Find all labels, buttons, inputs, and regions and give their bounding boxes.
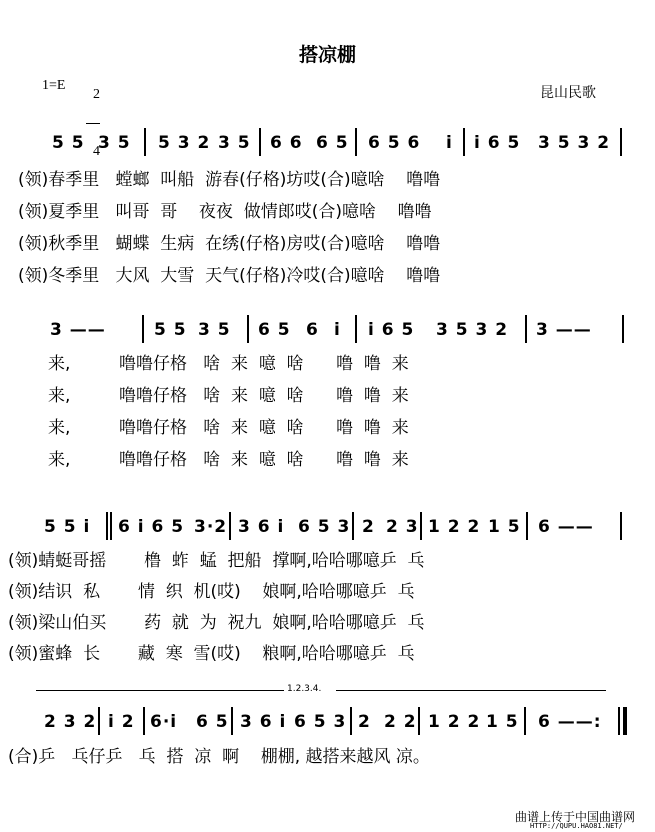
bar-line: [418, 707, 420, 735]
bar-line: [618, 707, 620, 735]
note-group: 6 ——:: [538, 712, 602, 732]
note-group: 5 5: [154, 320, 187, 340]
note-group: 2 3: [386, 517, 419, 537]
note-group: 2 2: [384, 712, 417, 732]
bar-line: [463, 128, 465, 156]
note-group: 3 5: [98, 133, 131, 153]
lyric-line: (领)冬季里 大风 大雪 天气(仔格)冷哎(合)噫啥 噜噜: [18, 266, 441, 286]
bar-line: [142, 315, 144, 343]
page-title: 搭凉棚: [298, 44, 356, 66]
bar-line: [420, 512, 422, 540]
watermark-text: 曲谱上传于中国曲谱网: [515, 810, 636, 824]
bar-line: [98, 707, 100, 735]
bar-line: [526, 512, 528, 540]
note-group: 3 5: [198, 320, 231, 340]
note-group: 6 5: [196, 712, 229, 732]
bar-line: [525, 315, 527, 343]
note-group: 3 5: [218, 133, 251, 153]
lyric-line: (领)秋季里 蝴蝶 生病 在绣(仔格)房哎(合)噫啥 噜噜: [18, 234, 441, 254]
bar-line: [620, 512, 622, 540]
note-group: 6 5 3: [298, 517, 351, 537]
note-group: 5 5 i: [44, 517, 91, 537]
note-group: i 6 5: [368, 320, 415, 340]
volta-bracket: [36, 690, 284, 691]
bar-line: [620, 128, 622, 156]
bar-line: [229, 512, 231, 540]
note-group: 6 i 6 5: [118, 517, 185, 537]
note-group: 6 ——: [538, 517, 594, 537]
bar-line: [247, 315, 249, 343]
lyric-line: (合)乒 乓仔乒 乓 搭 凉 啊 棚棚, 越搭来越风 凉。: [8, 747, 430, 767]
note-group: 2: [358, 712, 371, 732]
note-group: 2 3 2: [44, 712, 97, 732]
bar-line: [143, 707, 145, 735]
note-group: 1 2 2: [428, 517, 481, 537]
note-group: i 2: [108, 712, 135, 732]
note-group: 6 6: [270, 133, 303, 153]
bar-line: [106, 512, 108, 540]
volta-label: 1.2.3.4.: [287, 684, 322, 694]
bar-line: [231, 707, 233, 735]
note-group: 3 5 3 2: [538, 133, 611, 153]
note-group: 1 2 2: [428, 712, 481, 732]
note-group: 6 5 3: [294, 712, 347, 732]
note-group: 3·2: [194, 517, 228, 537]
note-group: i: [334, 320, 341, 340]
lyric-line: (领)梁山伯买 药 就 为 祝九 娘啊,哈哈哪噫乒 乓: [8, 613, 425, 633]
note-group: 6 5: [258, 320, 291, 340]
note-group: 6: [306, 320, 319, 340]
lyric-line: 来, 噜噜仔格 啥 来 噫 啥 噜 噜 来: [48, 354, 409, 374]
note-group: i: [446, 133, 453, 153]
bar-line: [622, 315, 624, 343]
volta-bracket: [336, 690, 606, 691]
note-group: 3 ——: [50, 320, 106, 340]
note-group: 5 3 2: [158, 133, 211, 153]
note-group: 6·i: [150, 712, 178, 732]
lyric-line: 来, 噜噜仔格 啥 来 噫 啥 噜 噜 来: [48, 450, 409, 470]
note-group: 1 5: [488, 517, 521, 537]
note-group: 6 5 6: [368, 133, 421, 153]
note-group: 6 5: [316, 133, 349, 153]
time-signature-top: 2: [93, 87, 100, 102]
bar-line: [110, 512, 112, 540]
bar-line: [355, 315, 357, 343]
lyric-line: (领)蜻蜓哥摇 橹 蚱 蜢 把船 撑啊,哈哈哪噫乒 乓: [8, 551, 425, 571]
bar-line: [355, 128, 357, 156]
note-group: 1 5: [486, 712, 519, 732]
lyric-line: (领)夏季里 叫哥 哥 夜夜 做情郎哎(合)噫啥 噜噜: [18, 202, 432, 222]
lyric-line: (领)蜜蜂 长 藏 寒 雪(哎) 粮啊,哈哈哪噫乒 乓: [8, 644, 415, 664]
note-group: i 6 5: [474, 133, 521, 153]
bar-line: [144, 128, 146, 156]
lyric-line: (领)结识 私 情 织 机(哎) 娘啊,哈哈哪噫乒 乓: [8, 582, 415, 602]
note-group: 2: [362, 517, 375, 537]
note-group: 3 6 i: [240, 712, 287, 732]
key-signature: 1=E: [42, 78, 66, 93]
bar-line: [350, 707, 352, 735]
note-group: 3 ——: [536, 320, 592, 340]
note-group: 3 6 i: [238, 517, 285, 537]
bar-line: [524, 707, 526, 735]
lyric-line: 来, 噜噜仔格 啥 来 噫 啥 噜 噜 来: [48, 418, 409, 438]
final-bar: [623, 707, 627, 735]
lyric-line: 来, 噜噜仔格 啥 来 噫 啥 噜 噜 来: [48, 386, 409, 406]
note-group: 5 5: [52, 133, 85, 153]
bar-line: [352, 512, 354, 540]
time-signature-bottom: 4: [93, 144, 100, 159]
note-group: 3 5 3 2: [436, 320, 509, 340]
watermark-url: HTTP://QUPU.HAO81.NET/: [530, 822, 623, 830]
lyric-line: (领)春季里 螳螂 叫船 游春(仔格)坊哎(合)噫啥 噜噜: [18, 170, 441, 190]
bar-line: [259, 128, 261, 156]
song-source: 昆山民歌: [540, 85, 596, 101]
